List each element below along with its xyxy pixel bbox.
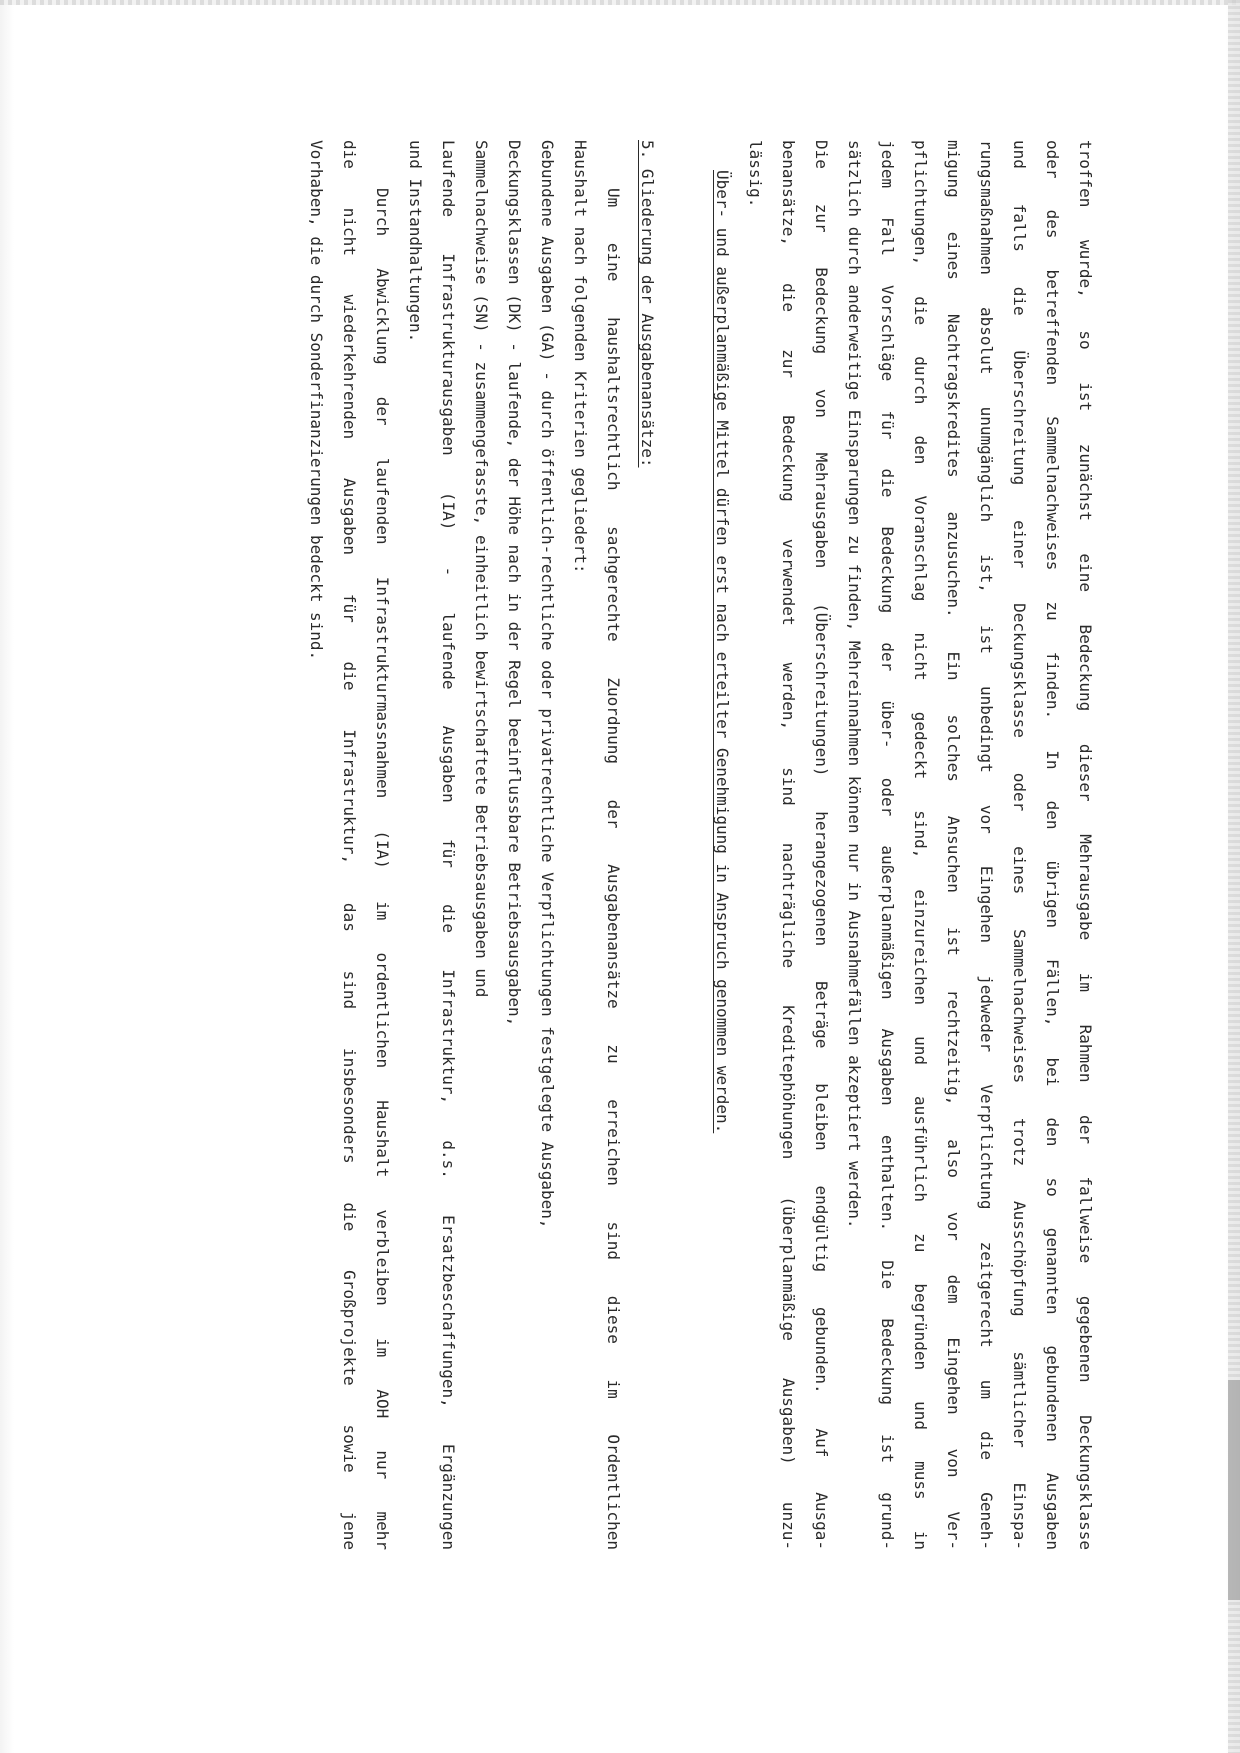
text-line: Durch Abwicklung der laufenden Infrastrukturmassnahmen (IA) im ordentlichen Haushalt verbleiben im AOH nur mehr bbox=[373, 188, 392, 1550]
text-line: sätzlich durch anderweitige Einsparungen zu finden, Mehreinnahmen können nur in Ausnahmefällen akzeptiert werden. bbox=[845, 140, 864, 1229]
classification-line: Gebundene Ausgaben (GA) - durch öffentlich-rechtliche oder privatrechtliche Verpflichtungen festgelegte Ausgaben, bbox=[538, 140, 557, 1229]
text-line: lässig. bbox=[746, 140, 765, 208]
scan-edge-shadow bbox=[1228, 1380, 1240, 1600]
section-heading: 5. Gliederung der Ausgabenansätze: bbox=[638, 140, 657, 468]
classification-line: Deckungsklassen (DK) - laufende, der Höhe nach in der Regel beeinflussbare Betriebsausgaben, bbox=[505, 140, 524, 1027]
classification-line: Laufende Infrastrukturausgaben (IA) - laufende Ausgaben für die Infrastruktur, d.s. Ersatzbeschaffungen, Ergänzungen bbox=[439, 140, 458, 1550]
text-line: troffen wurde, so ist zunächst eine Bedeckung dieser Mehrausgabe im Rahmen der fallweise gegebenen Deckungsklasse bbox=[1076, 140, 1095, 1550]
scan-edge-right bbox=[1228, 0, 1240, 1753]
rotated-document-text bbox=[95, 140, 1095, 1640]
approval-notice: Über- und außerplanmäßige Mittel dürfen erst nach erteilter Genehmigung in Anspruch genommen werden. bbox=[713, 170, 732, 1134]
text-line: benansätze, die zur Bedeckung verwendet werden, sind nachträgliche Kreditерhöhungen (überplanmäßige Ausgaben) unzu- bbox=[779, 140, 798, 1550]
classification-line: und Instandhaltungen. bbox=[406, 140, 425, 343]
text-line: migung eines Nachtragskredites anzusuchen. Ein solches Ansuchen ist rechtzeitig, also vor dem Eingehen von Ver- bbox=[944, 140, 963, 1550]
classification-line: Sammelnachweise (SN) - zusammengefasste, einheitlich bewirtschaftete Betriebsausgaben und bbox=[472, 140, 491, 998]
text-line: und falls die Überschreitung einer Deckungsklasse oder eines Sammelnachweises trotz Ausschöpfung sämtlicher Einspa- bbox=[1010, 140, 1029, 1550]
text-line: jedem Fall Vorschläge für die Bedeckung der über- oder außerplanmäßigen Ausgaben enthalten. Die Bedeckung ist grund- bbox=[878, 140, 897, 1550]
text-line: die nicht wiederkehrenden Ausgaben für die Infrastruktur, das sind insbesonders die Großprojekte sowie jene bbox=[340, 140, 359, 1550]
text-line: Vorhaben, die durch Sonderfinanzierungen bedeckt sind. bbox=[307, 140, 326, 661]
text-line: rungsmaßnahmen absolut unumgänglich ist, ist unbedingt vor Eingehen jedweder Verpflichtung zeitgerecht um die Geneh- bbox=[977, 140, 996, 1550]
text-line: pflichtungen, die durch den Voranschlag nicht gedeckt sind, einzureichen und ausführlich zu begründen und muss in bbox=[911, 140, 930, 1550]
text-line: oder des betreffenden Sammelnachweises zu finden. In den übrigen Fällen, bei den so genannten gebundenen Ausgaben bbox=[1043, 140, 1062, 1550]
scan-edge-top bbox=[0, 0, 1240, 5]
text-line: Um eine haushaltsrechtlich sachgerechte Zuordnung der Ausgabenansätze zu erreichen sind diese im Ordentlichen bbox=[604, 188, 623, 1550]
text-line: Haushalt nach folgenden Kriterien gegliedert: bbox=[571, 140, 590, 574]
text-line: Die zur Bedeckung von Mehrausgaben (Überschreitungen) herangezogenen Beträge bleiben endgültig gebunden. Auf Ausga- bbox=[812, 140, 831, 1550]
